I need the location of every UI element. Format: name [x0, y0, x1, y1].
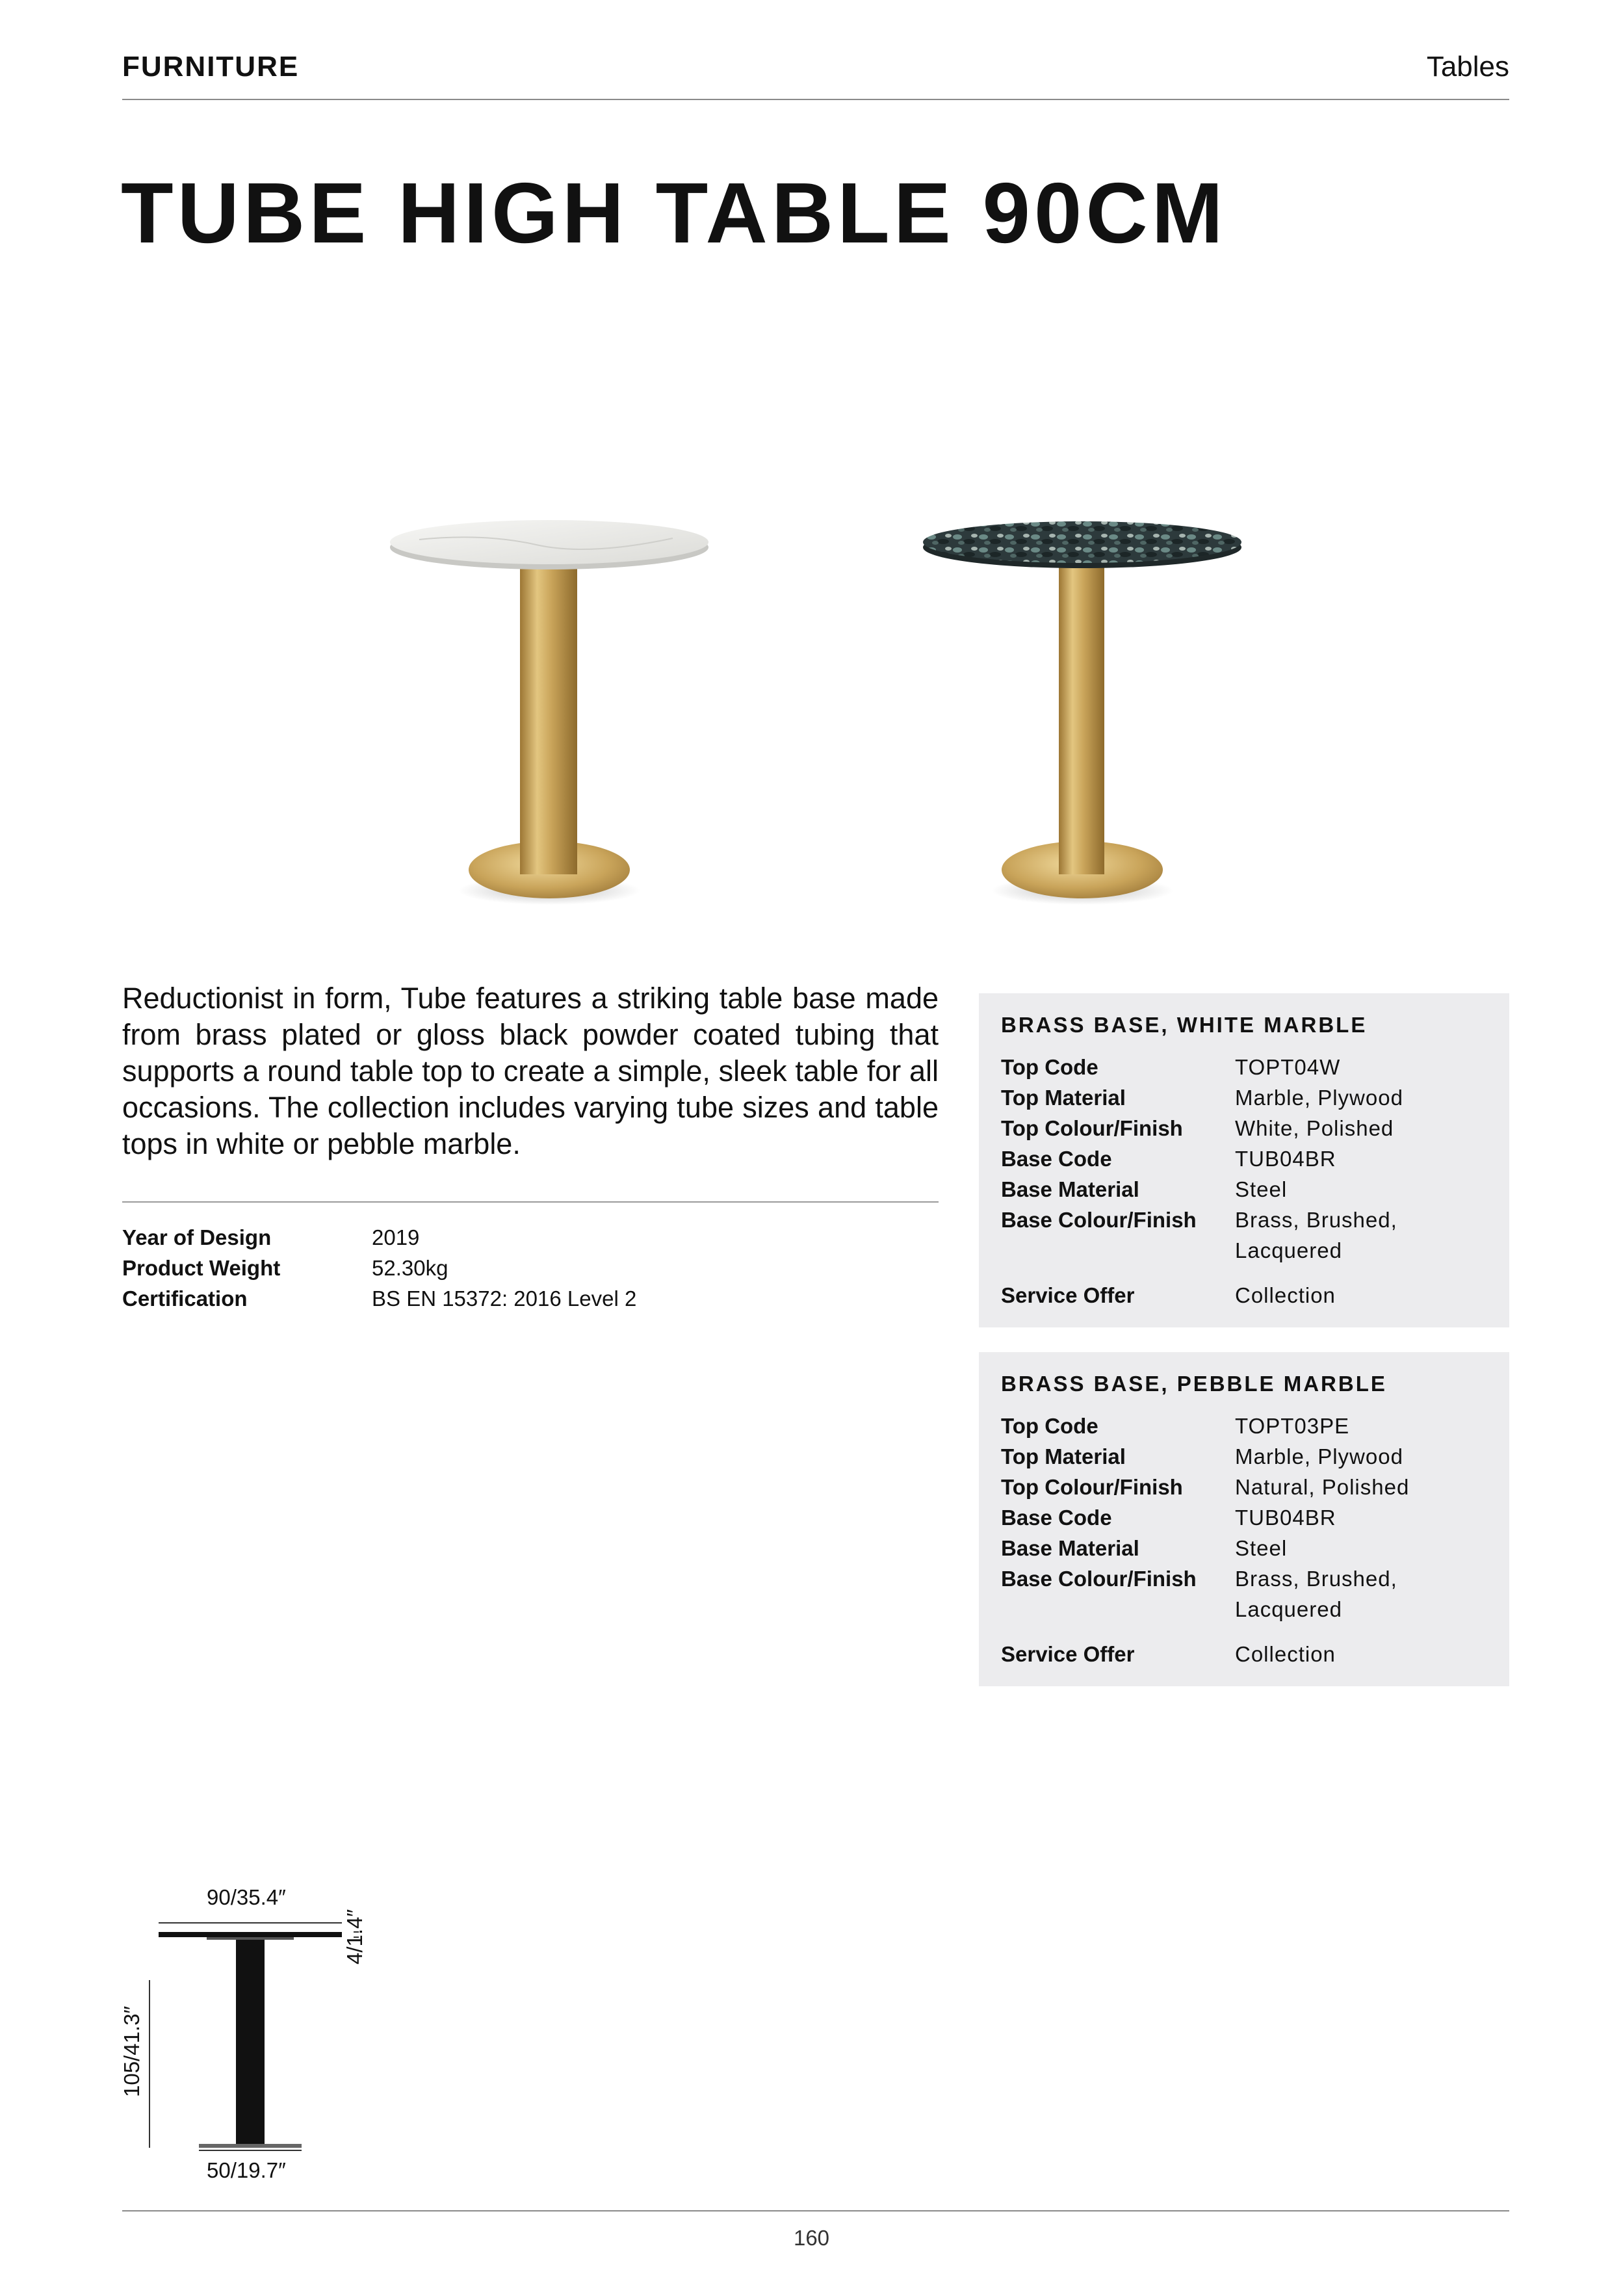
spec-row: [1001, 1639, 1487, 1669]
spec-row: [1001, 1502, 1487, 1533]
fact-label: Certification: [122, 1286, 248, 1311]
spec-value: TOPT04W: [1235, 1055, 1341, 1079]
spec-label: Top Colour/Finish: [1001, 1116, 1183, 1140]
fact-value: 2019: [372, 1225, 420, 1249]
spec-label: Top Material: [1001, 1086, 1126, 1110]
spec-value: Brass, Brushed, Lacquered: [1235, 1567, 1397, 1621]
spec-label: Top Material: [1001, 1444, 1126, 1468]
spec-title: BRASS BASE, PEBBLE MARBLE: [1001, 1372, 1387, 1396]
spec-value: TUB04BR: [1235, 1147, 1336, 1171]
service-value: Collection: [1235, 1642, 1336, 1666]
spec-label: Base Code: [1001, 1147, 1112, 1171]
spec-row: [1001, 1441, 1487, 1472]
fact-row: [122, 1283, 636, 1314]
fact-row: [122, 1222, 636, 1253]
spec-row: [1001, 1280, 1487, 1311]
spec-row: [1001, 1205, 1487, 1266]
spec-row: [1001, 1411, 1487, 1441]
product-description: Reductionist in form, Tube features a striking table base made from brass plated or gloss black powder coated tubing that supports a round table top to create a simple, sleek table for all occasions. The collection includes varying tube sizes and table tops in white or pebble marble.: [122, 982, 939, 1160]
spec-label: Top Code: [1001, 1055, 1098, 1079]
fact-row: [122, 1253, 636, 1283]
height-dimension: 105/41.3″: [120, 2005, 144, 2097]
spec-label: Base Colour/Finish: [1001, 1567, 1197, 1591]
service-label: Service Offer: [1001, 1642, 1135, 1666]
spec-row: [1001, 1113, 1487, 1143]
fact-value: BS EN 15372: 2016 Level 2: [372, 1286, 637, 1311]
header-divider: [122, 99, 1509, 100]
spec-row: [1001, 1052, 1487, 1082]
fact-label: Year of Design: [122, 1225, 272, 1249]
spec-box-pebble-marble: [979, 1352, 1509, 1686]
spec-row: [1001, 1174, 1487, 1205]
dimension-drawing: [122, 1885, 434, 2191]
description-divider: [122, 1201, 939, 1203]
white-marble-table-image: [367, 494, 731, 923]
footer-divider: [122, 2210, 1509, 2211]
service-value: Collection: [1235, 1283, 1336, 1307]
spec-row: [1001, 1082, 1487, 1113]
product-facts: [122, 1222, 636, 1314]
spec-label: Base Material: [1001, 1536, 1139, 1560]
top-thickness-dimension: 4/1.4″: [343, 1909, 367, 1964]
page-title: TUBE HIGH TABLE 90CM: [121, 165, 1227, 261]
fact-label: Product Weight: [122, 1256, 281, 1280]
page-number: 160: [793, 2226, 830, 2250]
pebble-marble-table-image: [900, 494, 1264, 923]
spec-label: Base Code: [1001, 1506, 1112, 1530]
base-width-dimension: 50/19.7″: [207, 2158, 286, 2182]
spec-value: Steel: [1235, 1177, 1288, 1201]
spec-value: Marble, Plywood: [1235, 1086, 1403, 1110]
service-label: Service Offer: [1001, 1283, 1135, 1307]
spec-row: [1001, 1563, 1487, 1624]
spec-row: [1001, 1533, 1487, 1563]
spec-value: Brass, Brushed, Lacquered: [1235, 1208, 1397, 1262]
fact-value: 52.30kg: [372, 1256, 448, 1280]
spec-value: TUB04BR: [1235, 1506, 1336, 1530]
category-label: Tables: [1426, 51, 1509, 83]
spec-label: Top Code: [1001, 1414, 1098, 1438]
spec-value: White, Polished: [1235, 1116, 1394, 1140]
spec-label: Base Colour/Finish: [1001, 1208, 1197, 1232]
spec-title: BRASS BASE, WHITE MARBLE: [1001, 1013, 1368, 1037]
spec-value: TOPT03PE: [1235, 1414, 1350, 1438]
table-side-elevation: [122, 1885, 434, 2191]
spec-row: [1001, 1143, 1487, 1174]
top-width-dimension: 90/35.4″: [207, 1885, 286, 1909]
spec-value: Marble, Plywood: [1235, 1444, 1403, 1468]
spec-box-white-marble: [979, 993, 1509, 1327]
spec-row: [1001, 1472, 1487, 1502]
section-label: FURNITURE: [122, 51, 300, 83]
spec-label: Top Colour/Finish: [1001, 1475, 1183, 1499]
spec-value: Natural, Polished: [1235, 1475, 1410, 1499]
spec-label: Base Material: [1001, 1177, 1139, 1201]
spec-value: Steel: [1235, 1536, 1288, 1560]
